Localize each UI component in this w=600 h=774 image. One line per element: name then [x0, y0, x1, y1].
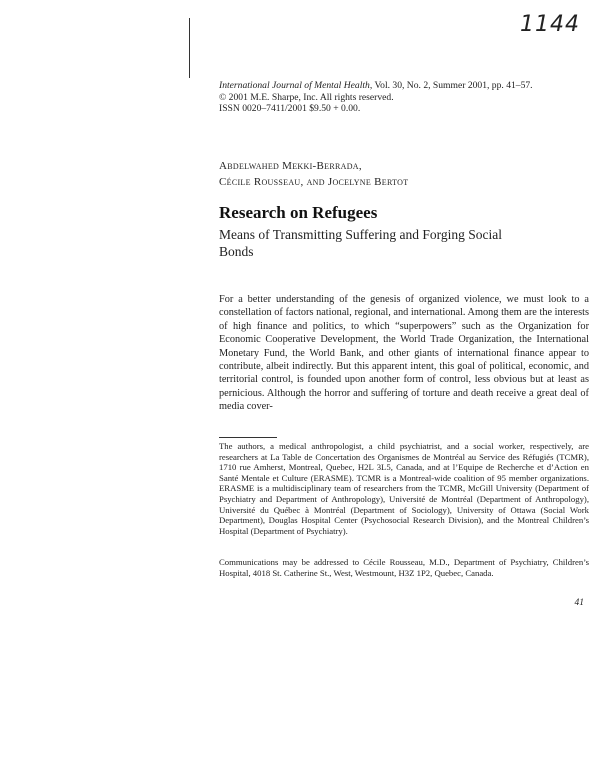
article-title: Research on Refugees	[219, 203, 378, 222]
journal-volume-info: , Vol. 30, No. 2, Summer 2001, pp. 41–57.	[369, 80, 533, 91]
journal-citation-line	[219, 80, 589, 92]
page-number: 41	[574, 598, 584, 608]
issn-line: ISSN 0020–7411/2001 $9.50 + 0.00.	[219, 103, 361, 114]
abstract-paragraph: For a better understanding of the genesis of organized violence, we must look to a constellation of factors national, regional, and international. Among them are the interests of high finance and politics, to which “superpowers” such as the Organization for Economic Cooperative Development, the World Trade Organization, the International Monetary Fund, the World Bank, and other giants of international finance appear to contribute, albeit indirectly. But this apparent intent, this goal of political, economic, and territorial control, is founded upon another form of control, less obvious but at least as pernicious. Although the horror and suffering of torture and death receive a great deal of media cover-	[219, 294, 589, 413]
copyright-line: © 2001 M.E. Sharpe, Inc. All rights reserved.	[219, 91, 394, 103]
footnote-divider	[219, 437, 277, 438]
scan-margin-line	[189, 18, 190, 78]
correspondence-footnote: Communications may be addressed to Cécile Rousseau, M.D., Department of Psychiatry, Children’s Hospital, 4018 St. Catherine St., West, Westmount, H3Z 1P2, Quebec, Canada.	[219, 557, 589, 578]
author-line-1: Abdelwahed Mekki-Berrada,	[219, 160, 362, 172]
author-list	[219, 158, 589, 190]
handwritten-page-annotation: 1144	[520, 12, 580, 37]
article-subtitle: Means of Transmitting Suffering and Forging Social Bonds	[219, 227, 502, 259]
authors-affiliation-footnote: The authors, a medical anthropologist, a child psychiatrist, and a social worker, respectively, are researchers at La Table de Concertation des Organismes de Montréal au Service des Réfugiés (TCMR), 1710 rue Amherst, Montreal, Quebec, H2L 3L5, Canada, and at l’Equipe de Recherche et d’Action en Santé Mentale et Culture (ERASME). TCMR is a Montreal-wide coalition of 95 member organizations. ERASME is a multidisciplinary team of researchers from the TCMR, McGill University (Department of Psychiatry and Department of Anthropology), Université de Montréal (Department of Anthropology), Université du Québec à Montréal (Department of Sociology), University of Ottawa (Social Work Department), Douglas Hospital Center (Psychosocial Research Division), and the Montreal Children’s Hospital (Department of Psychiatry).	[219, 441, 589, 536]
journal-citation-block	[219, 80, 589, 115]
journal-name: International Journal of Mental Health	[219, 80, 370, 91]
author-line-2: Cécile Rousseau, and Jocelyne Bertot	[219, 176, 409, 188]
